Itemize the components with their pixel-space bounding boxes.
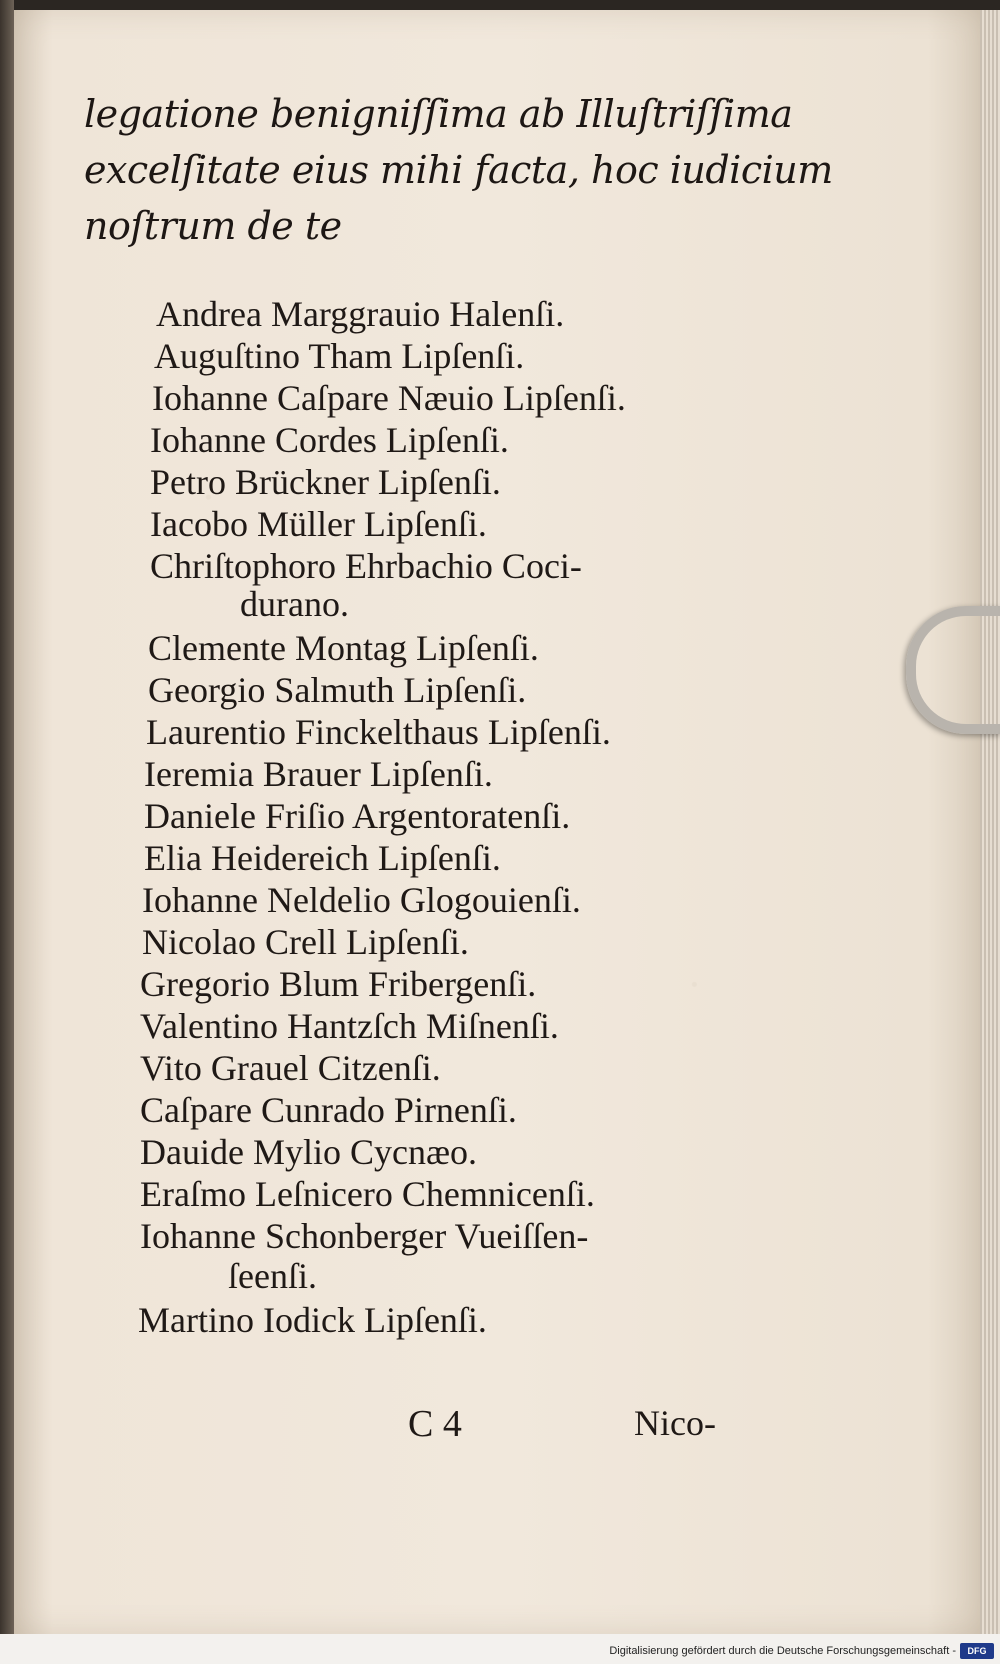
name-entry: Gregorio Blum Fribergenſi. — [140, 964, 537, 1004]
name-entry: Petro Brückner Lipſenſi. — [150, 462, 501, 502]
name-entry: Martino Iodick Lipſenſi. — [138, 1300, 487, 1340]
name-entry: Clemente Montag Lipſenſi. — [148, 628, 539, 668]
name-entry-continuation: durano. — [240, 584, 349, 624]
dfg-logo: DFG — [960, 1643, 994, 1659]
intro-line: excelſitate eius mihi facta, hoc iudicium — [84, 148, 833, 192]
name-entry: Iohanne Cordes Lipſenſi. — [150, 420, 509, 460]
book-board-edge — [0, 0, 14, 1664]
name-entry: Ieremia Brauer Lipſenſi. — [144, 754, 493, 794]
name-entry-continuation: ſeenſi. — [228, 1256, 317, 1296]
intro-line: noſtrum de te — [84, 204, 342, 248]
name-entry: Eraſmo Leſnicero Chemnicenſi. — [140, 1174, 595, 1214]
name-entry: Laurentio Finckelthaus Lipſenſi. — [146, 712, 611, 752]
page-edges — [980, 10, 1000, 1634]
name-entry: Valentino Hantzſch Miſnenſi. — [140, 1006, 559, 1046]
name-entry: Auguſtino Tham Lipſenſi. — [154, 336, 525, 376]
funding-credit: Digitalisierung gefördert durch die Deutsche Forschungsgemeinschaft - — [609, 1645, 956, 1657]
name-entry: Chriſtophoro Ehrbachio Coci- — [150, 546, 582, 586]
name-entry: Iohanne Schonberger Vueiſſen- — [140, 1216, 589, 1256]
signature-mark: C 4 — [408, 1403, 462, 1445]
catchword: Nico- — [634, 1403, 716, 1443]
name-entry: Nicolao Crell Lipſenſi. — [142, 922, 469, 962]
intro-line: legatione benigniſſima ab Illuſtriſſima — [84, 92, 793, 136]
name-entry: Iohanne Caſpare Næuio Lipſenſi. — [152, 378, 626, 418]
name-entry: Andrea Marggrauio Halenſi. — [156, 294, 565, 334]
name-entry: Dauide Mylio Cycnæo. — [140, 1132, 477, 1172]
name-entry: Vito Grauel Citzenſi. — [140, 1048, 441, 1088]
name-entry: Georgio Salmuth Lipſenſi. — [148, 670, 527, 710]
name-entry: Elia Heidereich Lipſenſi. — [144, 838, 501, 878]
intro-text — [84, 86, 833, 254]
name-entry: Iohanne Neldelio Glogouienſi. — [142, 880, 581, 920]
name-entry: Daniele Friſio Argentoratenſi. — [144, 796, 571, 836]
name-entry: Iacobo Müller Lipſenſi. — [150, 504, 487, 544]
name-entry: Caſpare Cunrado Pirnenſi. — [140, 1090, 517, 1130]
